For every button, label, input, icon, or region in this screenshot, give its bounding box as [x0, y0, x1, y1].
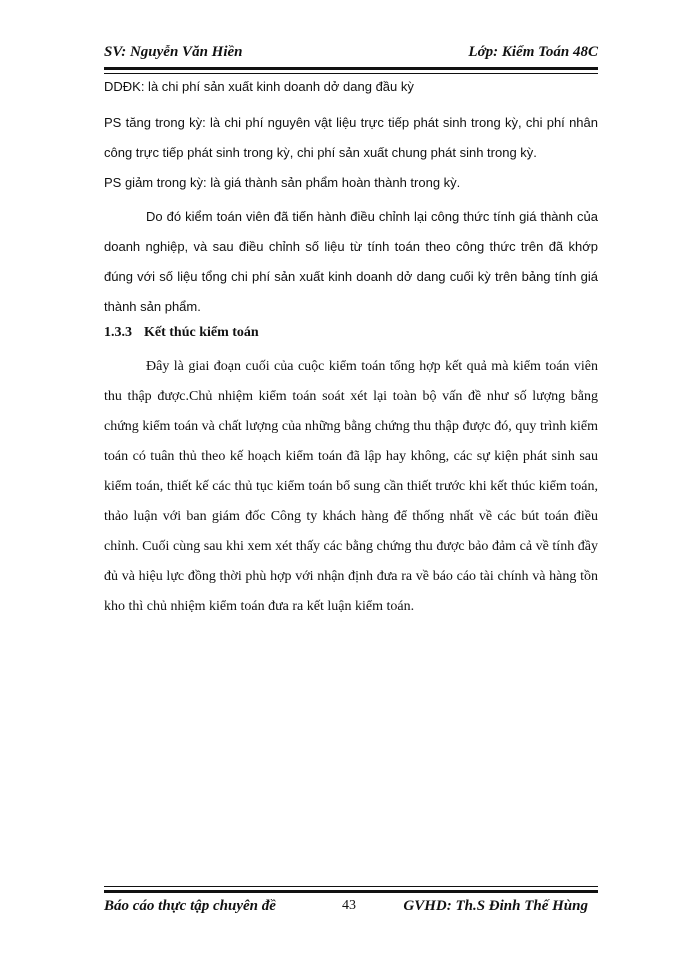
- paragraph-dieu-chinh: Do đó kiểm toán viên đã tiến hành điều chỉnh lại công thức tính giá thành của doanh nghiệp, và sau điều chỉnh số liệu từ tính toán theo công thức trên đã khớp đúng với số liệu tổng chi phí sản xuất kinh doanh dở dang cuối kỳ trên bảng tính giá thành sản phẩm.: [104, 209, 598, 314]
- section-number: 1.3.3: [104, 325, 132, 340]
- section-title: Kết thúc kiểm toán: [144, 325, 259, 340]
- page-footer: [104, 898, 598, 920]
- paragraph-ps-giam: PS giảm trong kỳ: là giá thành sản phẩm hoàn thành trong kỳ.: [104, 175, 461, 190]
- paragraph-ket-thuc: Đây là giai đoạn cuối của cuộc kiểm toán tổng hợp kết quả mà kiểm toán viên thu thập được.Chủ nhiệm kiểm toán soát xét lại toàn bộ vấn đề như số lượng bằng chứng kiểm toán và chất lượng của những bằng chứng thu thập được đó, quy trình kiểm toán có tuân thủ theo kế hoạch kiểm toán đã lập hay không, các sự kiện phát sinh sau kiểm toán, thiết kế các thủ tục kiểm toán bổ sung cần thiết trước khi kết thúc kiểm toán, thảo luận với ban giám đốc Công ty khách hàng để thống nhất về các bút toán điều chỉnh. Cuối cùng sau khi xem xét thấy các bằng chứng thu được bảo đảm cả về tính đầy đủ và hiệu lực đồng thời phù hợp với nhận định đưa ra về báo cáo tài chính và hàng tồn kho thì chủ nhiệm kiểm toán đưa ra kết luận kiểm toán.: [104, 359, 598, 614]
- advisor-name: GVHD: Th.S Đinh Thế Hùng: [403, 898, 588, 914]
- report-title: Báo cáo thực tập chuyên đề: [104, 898, 276, 914]
- page-header: [104, 44, 598, 66]
- paragraph-ps-tang: PS tăng trong kỳ: là chi phí nguyên vật liệu trực tiếp phát sinh trong kỳ, chi phí nhân công trực tiếp phát sinh trong kỳ, chi phí sản xuất chung phát sinh trong kỳ.: [104, 115, 598, 160]
- paragraph-ddk: DDĐK: là chi phí sản xuất kinh doanh dở dang đầu kỳ: [104, 79, 414, 94]
- student-name: SV: Nguyễn Văn Hiền: [104, 44, 243, 60]
- section-heading: [104, 318, 598, 348]
- page-number: 43: [342, 898, 356, 913]
- class-name: Lớp: Kiểm Toán 48C: [468, 44, 598, 60]
- footer-divider: [104, 886, 598, 893]
